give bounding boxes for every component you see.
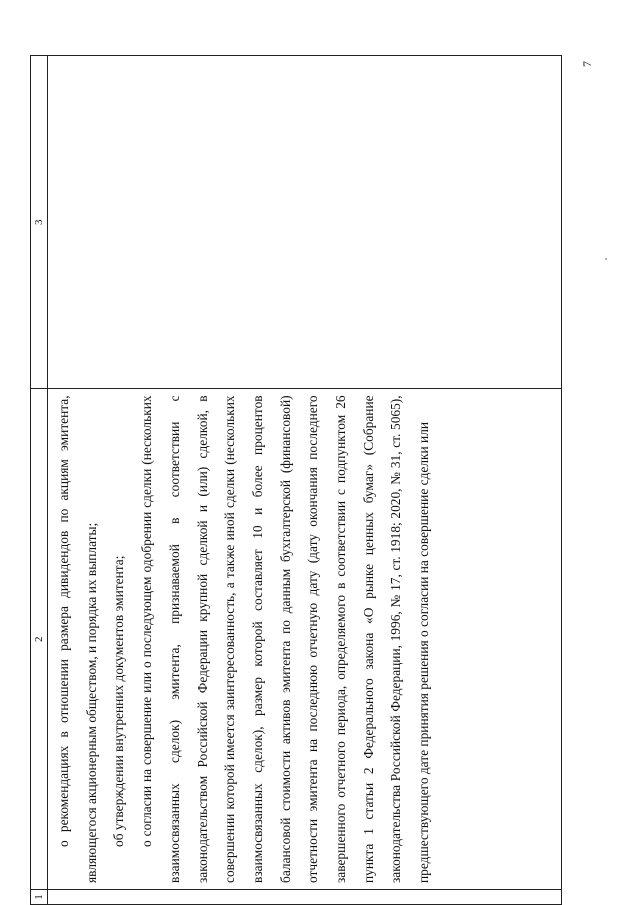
paragraph-dividends: о рекомендациях в отношении размера дивидендов по акциям эмитента, являющегося акционерным обществом, и порядка их выплаты; — [56, 395, 99, 883]
row-cell-2 — [48, 389, 562, 890]
row-cell-1 — [48, 889, 562, 904]
document-table — [30, 55, 562, 905]
row-cell-3 — [48, 56, 562, 389]
paragraph-transaction-approval: о согласии на совершение или о последующем одобрении сделки (нескольких взаимосвязанных сделок) эмитента, признаваемой в соответствии с законодательством Российской Федерации крупной сделкой и (или) сделкой, в совершении которой имеется заинтересованность, а также иной сделки (нескольких взаимосвязанных сделок), размер которой составляет 10 и более процентов балансовой стоимости активов эмитента по данным бухгалтерской (финансовой) отчетности эмитента на последнюю отчетную дату (дату окончания последнего завершенного отчетного периода, определяемого в соответствии с подпунктом 26 пункта 1 статьи 2 Федерального закона «О рынке ценных бумаг» (Собрание законодательства Российской Федерации, 1996, № 17, ст. 1918; 2020, № 31, ст. 5065), предшествующего дате принятия решения о согласии на совершение сделки или — [139, 395, 432, 883]
scan-speck — [605, 258, 607, 260]
table-row — [48, 56, 562, 905]
header-cell-2: 2 — [31, 389, 48, 890]
page-number: 7 — [580, 61, 594, 67]
header-cell-1: 1 — [31, 889, 48, 904]
rotated-table-container — [30, 55, 562, 905]
table-header-row — [31, 56, 48, 905]
header-cell-3: 3 — [31, 56, 48, 389]
paragraph-internal-documents: об утверждении внутренних документов эмитента; — [111, 555, 127, 847]
